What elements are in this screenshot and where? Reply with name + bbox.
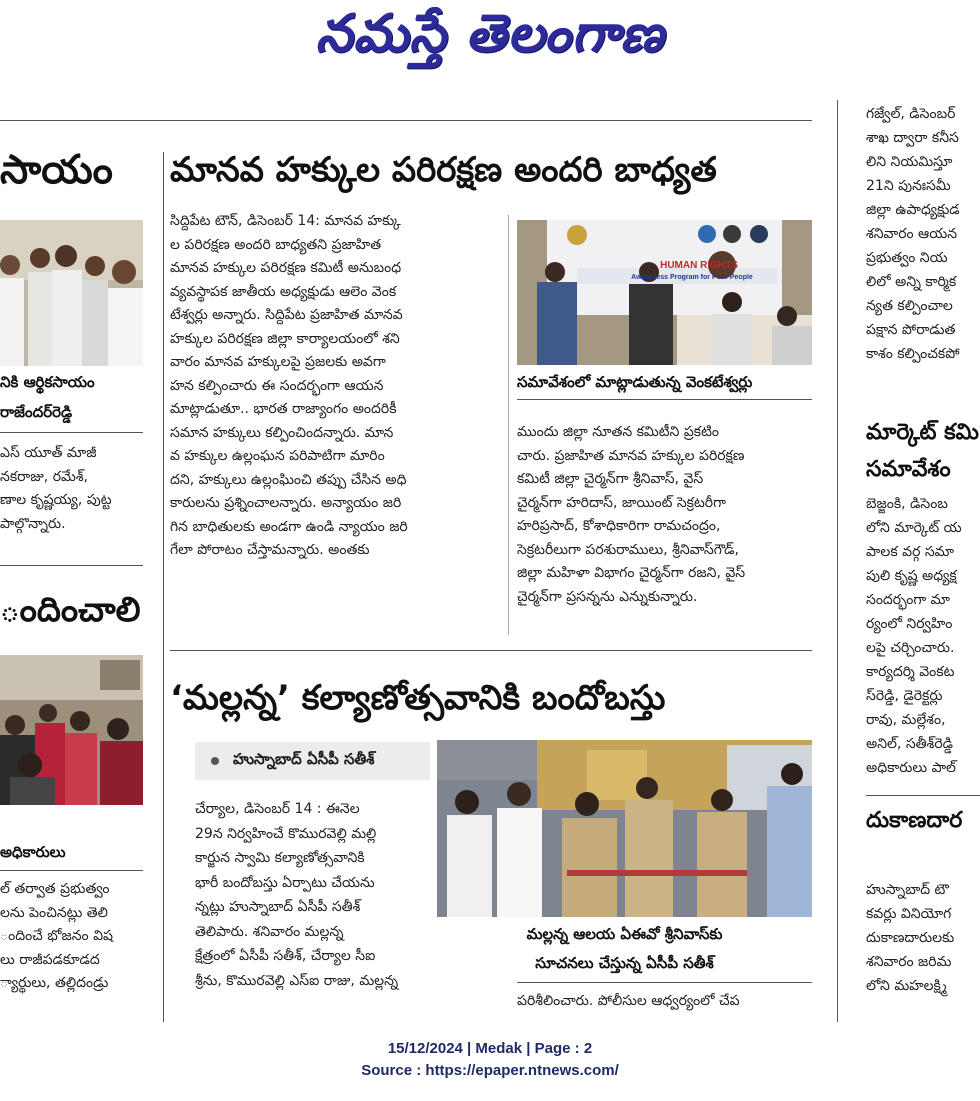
text-line: కాశం కల్పించకపో	[866, 346, 960, 362]
text-line: లిని నియమిస్తూ	[866, 154, 953, 170]
footer-date-edition-page: 15/12/2024 | Medak | Page : 2	[387, 1040, 593, 1057]
text-line: పాల్గొన్నారు.	[0, 515, 66, 532]
text-line: లిలో అన్ని కార్మిక	[866, 274, 957, 290]
column-rule-left	[163, 152, 164, 1022]
left-section-rule	[0, 565, 143, 566]
text-line: బెజ్జంకి, డిసెంబ	[866, 496, 948, 512]
left-headline-2: ందించాలి	[0, 590, 141, 630]
text-line: శ్రీను, కొమురవెల్లి ఎస్ఐ రాజు, మల్లన్న	[195, 972, 399, 989]
text-line: 21ని పునఃసమీ	[866, 178, 951, 194]
story1-headline: మానవ హక్కుల పరిరక్షణ అందరి బాధ్యత	[170, 150, 717, 190]
text-line: గిన బాధితులకు అండగా ఉండి న్యాయం జరి	[170, 518, 408, 535]
text-line: శనివారం జరిమ	[866, 954, 952, 970]
text-line: గజ్వేల్, డిసెంబర్	[866, 106, 956, 122]
text-line: పరిశీలించారు. పోలీసుల ఆధ్వర్యంలో చేప	[517, 993, 740, 1009]
right-headline-3: దుకాణదార	[866, 808, 963, 833]
text-line: లోని మార్కెట్ య	[866, 520, 962, 536]
story-separator	[170, 650, 812, 651]
story1-caption: సమావేశంలో మాట్లాడుతున్న వెంకటేశ్వర్లు	[517, 373, 753, 391]
left-caption-1a: నికి ఆర్థికసాయం	[0, 373, 95, 391]
text-line: సిద్దిపేట టౌన్, డిసెంబర్ 14: మానవ హక్కు	[170, 213, 401, 229]
left-text-2	[0, 878, 150, 996]
text-line: స్‌రెడ్డి, డైరెక్టర్లు	[866, 688, 943, 704]
text-line: ్యార్థులు, తల్లిదండ్రు	[0, 975, 109, 991]
column-rule-right	[837, 100, 838, 1022]
left-caption-2: అధికారులు	[0, 843, 66, 861]
story2-column-2	[517, 990, 812, 1014]
text-line: పులి కృష్ణ అధ్యక్ష	[866, 568, 957, 584]
text-line: భారీ బందోబస్తు ఏర్పాటు చేయను	[195, 874, 375, 891]
text-line: హక్కుల పరిరక్షణ జిల్లా కార్యాలయంలో శని	[170, 330, 400, 347]
bullet-icon	[211, 757, 219, 765]
text-line: లపై చర్చించారు.	[866, 640, 955, 656]
story2-caption-b: సూచనలు చేస్తున్న ఏసీపీ సతీశ్	[535, 954, 714, 972]
story2-column-1	[195, 797, 435, 993]
text-line: పక్షాన పోరాడుత	[866, 322, 956, 338]
text-line: వ హక్కుల ఉల్లంఘన పరిపాటిగా మారిం	[170, 448, 385, 464]
text-line: చైర్మన్‌గా ప్రసన్నను ఎన్నుకున్నారు.	[517, 588, 698, 605]
text-line: సెక్రటరీలుగా పరశురాములు, శ్రీనివాస్‌గౌడ్,	[517, 541, 739, 558]
left-text-1	[0, 442, 150, 536]
text-line: రావు, మల్లేశం,	[866, 712, 946, 728]
text-line: అనిల్, సతీశ్‌రెడ్డి	[866, 736, 953, 752]
text-line: ముందు జిల్లా నూతన కమిటీని ప్రకటిం	[517, 424, 719, 440]
story1-caption-rule	[517, 399, 812, 400]
text-line: చైర్మన్‌గా హరిదాస్, జాయింట్ సెక్రటరీగా	[517, 494, 726, 511]
text-line: నకరాజు, రమేశ్,	[0, 468, 88, 485]
story2-subhead	[195, 742, 430, 780]
text-line: తెలిపారు. శనివారం మల్లన్న	[195, 923, 344, 940]
text-line: ఎస్ యూత్ మాజీ	[0, 445, 97, 461]
text-line: హుస్నాబాద్ టౌ	[866, 882, 949, 898]
story2-photo	[437, 740, 812, 917]
footer-source: Source : https://epaper.ntnews.com/	[361, 1062, 619, 1079]
text-line: దని, హక్కులు ఉల్లంఘించి తప్పు చేసిన అధి	[170, 471, 407, 488]
photo-banner-title: HUMAN RIGHTS	[660, 260, 738, 271]
text-line: దుకాణదారులకు	[866, 930, 955, 946]
masthead	[0, 0, 980, 80]
text-line: పాలక వర్గ సమా	[866, 544, 954, 560]
left-photo-2	[0, 655, 143, 805]
text-line: హన కల్పించారు ఈ సందర్భంగా ఆయన	[170, 377, 384, 394]
story1-column-2	[517, 421, 812, 609]
right-headline-2b: సమావేశం	[866, 457, 951, 482]
text-line: కార్యదర్శి వెంకట	[866, 664, 955, 680]
story1-column-1	[170, 210, 500, 563]
text-line: కవర్లు వినియోగ	[866, 906, 952, 922]
photo-banner-subtitle: Awareness Program for Poor People	[631, 274, 753, 281]
right-section-rule	[866, 795, 980, 796]
text-line: ణాల కృష్ణయ్య, పుట్ట	[0, 492, 112, 508]
text-line: శనివారం ఆయన	[866, 226, 958, 242]
text-line: గేలా పోరాటం చేస్తామన్నారు. అంతకు	[170, 542, 370, 558]
text-line: జిల్లా ఉపాధ్యక్షుడ	[866, 202, 960, 218]
left-headline-1: సాయం	[0, 147, 113, 193]
text-line: శాఖ ద్వారా కనీస	[866, 130, 959, 146]
text-line: కమిటీ జిల్లా చైర్మన్‌గా శ్రీనివాస్, వైస్	[517, 471, 704, 487]
text-line: కారులను ప్రశ్నించాలన్నారు. అన్యాయం జరి	[170, 495, 402, 511]
left-caption-rule-2	[0, 870, 143, 871]
right-headline-2: మార్కెట్ కమి	[866, 420, 979, 445]
text-line: మానవ హక్కుల పరిరక్షణ కమిటీ అనుబంధ	[170, 260, 402, 276]
text-line: ర్యంలో నిర్వహిం	[866, 616, 953, 632]
story2-subhead-text: హుస్నాబాద్ ఏసీపీ సతీశ్	[233, 750, 375, 768]
right-text-2	[866, 492, 980, 780]
text-line: ల్ తర్వాత ప్రభుత్వం	[0, 881, 110, 897]
text-line: వ్యవస్థాపక జాతీయ అధ్యక్షుడు ఆలెం వెంక	[170, 283, 397, 300]
text-line: ప్రభుత్వం నియ	[866, 250, 948, 266]
top-rule	[0, 120, 812, 121]
story2-caption-rule	[517, 982, 812, 983]
text-line: న్నట్లు హుస్నాబాద్ ఏసీపీ సతీశ్	[195, 899, 361, 915]
text-line: టేశ్వర్లు అన్నారు. సిద్దిపేట ప్రజాహిత మానవ	[170, 307, 403, 323]
text-line: హరిప్రసాద్, కోశాధికారిగా రామచంద్రం,	[517, 518, 721, 534]
story2-headline: ‘మల్లన్న’ కల్యాణోత్సవానికి బందోబస్తు	[170, 678, 666, 718]
left-caption-1b: రాజేందర్‌రెడ్డి	[0, 403, 73, 421]
text-line: లను పెంచినట్లు తెలి	[0, 904, 108, 921]
text-line: వారం మానవ హక్కులపై ప్రజలకు అవగా	[170, 354, 386, 370]
story1-gutter	[508, 215, 509, 635]
text-line: ల పరిరక్షణ అందరి బాధ్యతని ప్రజాహిత	[170, 236, 382, 253]
text-line: మాట్లాడుతూ.. భారత రాజ్యాంగం అందరికీ	[170, 401, 397, 417]
left-photo-1	[0, 220, 143, 366]
text-line: సమాన హక్కులు కల్పించిందన్నారు. మాన	[170, 424, 394, 441]
text-line: లోని మహలక్ష్మి	[866, 978, 947, 994]
story2-caption-a: మల్లన్న ఆలయ ఏఈవో శ్రీనివాస్‌కు	[526, 925, 723, 943]
text-line: న్యత కల్పించాల	[866, 298, 953, 314]
text-line: సందర్భంగా మా	[866, 592, 950, 608]
story1-photo	[517, 220, 812, 365]
text-line: అధికారులు పాల్	[866, 760, 956, 776]
text-line: జిల్లా మహిళా విభాగం చైర్మన్‌గా రజని, వైస్	[517, 565, 746, 581]
text-line: క్షేత్రంలో ఏసీపీ సతీశ్, చేర్యాల సీఐ	[195, 948, 376, 964]
text-line: చేర్యాల, డిసెంబర్ 14 : ఈనెల	[195, 801, 360, 817]
text-line: కార్జున స్వామి కల్యాణోత్సవానికి	[195, 850, 365, 866]
text-line: లు రాజీపడకూడద	[0, 951, 100, 968]
right-text-3	[866, 878, 980, 998]
left-caption-rule	[0, 432, 143, 433]
text-line: ందించే భోజనం విష	[0, 928, 114, 944]
text-line: 29న నిర్వహించే కొమురవెల్లి మల్లి	[195, 825, 377, 842]
right-text-1	[866, 102, 980, 366]
text-line: చారు. ప్రజాహిత మానవ హక్కుల పరిరక్షణ	[517, 447, 745, 464]
masthead-logo: నమస్తే తెలంగాణ	[315, 3, 665, 64]
